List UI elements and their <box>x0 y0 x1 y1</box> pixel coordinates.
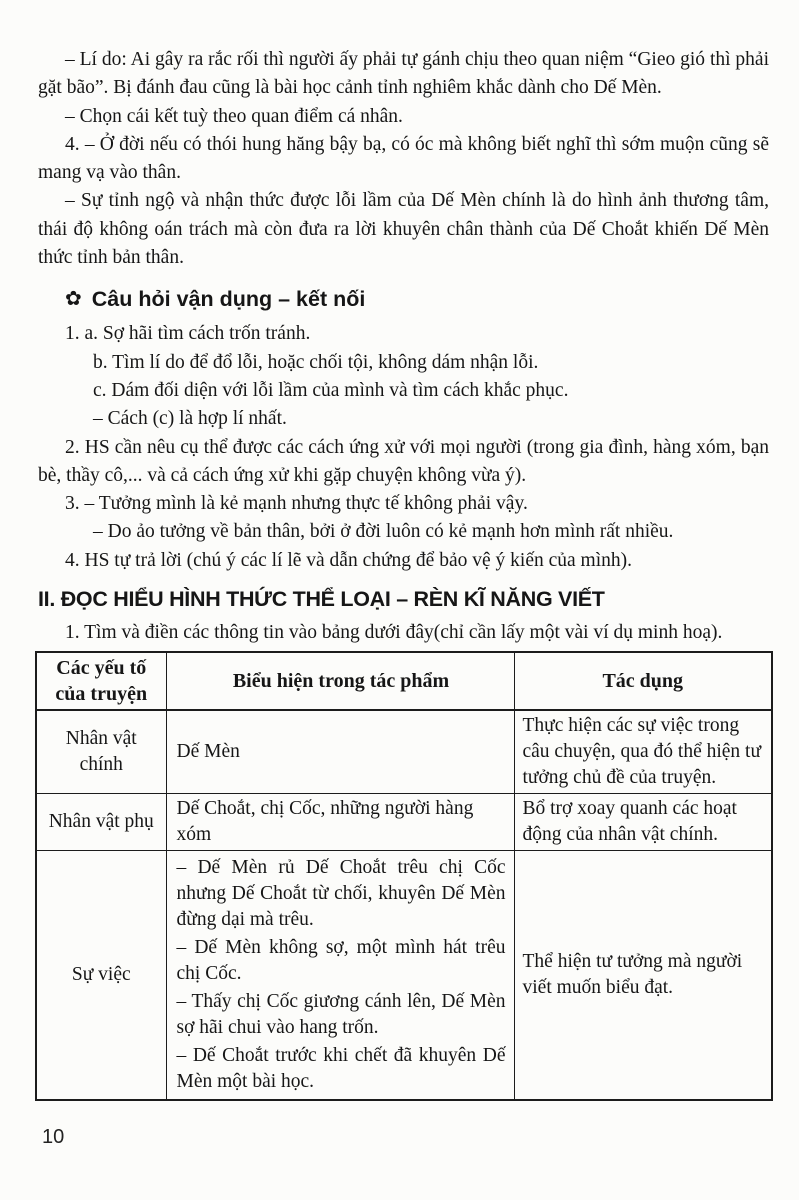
list-item: 1. a. Sợ hãi tìm cách trốn tránh. <box>65 323 311 345</box>
list-item: – Cách (c) là hợp lí nhất. <box>93 408 287 430</box>
apply-connect-heading <box>65 285 769 313</box>
page-number: 10 <box>42 1126 65 1148</box>
list-item: c. Dám đối diện với lỗi lầm của mình và tìm cách khắc phục. <box>93 379 569 401</box>
table-header-row <box>36 652 772 710</box>
story-elements-table <box>35 651 773 1101</box>
answer-paragraph: – Chọn cái kết tuỳ theo quan điểm cá nhân. <box>65 105 403 127</box>
answer-paragraph: – Sự tỉnh ngộ và nhận thức được lỗi lầm của Dế Mèn chính là do hình ảnh thương tâm, thái độ không oán trách mà còn đưa ra lời khuyên chân thành của Dế Choắt khiến Dế Mèn thức tỉnh bản thân. <box>38 190 769 269</box>
event-item: – Dế Mèn không sợ, một mình hát trêu chị Cốc. <box>176 937 506 985</box>
list-item: 4. HS tự trả lời (chú ý các lí lẽ và dẫn chứng để bảo vệ ý kiến của mình). <box>65 549 632 571</box>
event-item: – Dế Mèn rủ Dế Choắt trêu chị Cốc nhưng Dế Choắt từ chối, khuyên Dế Mèn đừng dại mà trêu. <box>176 857 506 931</box>
table-row-side-characters <box>36 794 772 851</box>
cell-effect: Thực hiện các sự việc trong câu chuyện, qua đó thể hiện tư tưởng chủ đề của truyện. <box>514 710 772 794</box>
table-row-main-character <box>36 710 772 794</box>
list-item: b. Tìm lí do để đổ lỗi, hoặc chối tội, không dám nhận lỗi. <box>93 351 539 373</box>
florette-icon: ✿ <box>65 288 82 311</box>
answer-paragraph: – Lí do: Ai gây ra rắc rối thì người ấy phải tự gánh chịu theo quan niệm “Gieo gió thì phải gặt bão”. Bị đánh đau cũng là bài học cảnh tỉnh nghiêm khắc dành cho Dế Mèn. <box>38 49 769 99</box>
event-item: – Thấy chị Cốc giương cánh lên, Dế Mèn sợ hãi chui vào hang trốn. <box>176 991 506 1039</box>
apply-connect-heading-label: Câu hỏi vận dụng – kết nối <box>91 287 366 312</box>
cell-expression: Dế Mèn <box>166 710 514 794</box>
answer-paragraph: 4. – Ở đời nếu có thói hung hăng bậy bạ, có óc mà không biết nghĩ thì sớm muộn cũng sẽ mang vạ vào thân. <box>38 133 769 184</box>
list-item: – Do ảo tưởng về bản thân, bởi ở đời luôn có kẻ mạnh hơn mình rất nhiều. <box>93 521 674 543</box>
table-intro-paragraph: 1. Tìm và điền các thông tin vào bảng dưới đây(chỉ cần lấy một vài ví dụ minh hoạ). <box>65 622 723 644</box>
table-header <box>36 652 772 710</box>
cell-element: Sự việc <box>36 851 166 1101</box>
cell-effect: Thể hiện tư tưởng mà người viết muốn biểu đạt. <box>514 851 772 1101</box>
list-item: 3. – Tưởng mình là kẻ mạnh nhưng thực tế không phải vậy. <box>65 493 528 515</box>
header-cell-elements: Các yếu tố của truyện <box>36 652 166 710</box>
table-row-events <box>36 851 772 1101</box>
cell-expression: Dế Choắt, chị Cốc, những người hàng xóm <box>166 794 514 851</box>
table-body <box>36 710 772 1100</box>
cell-expression-events <box>166 851 514 1101</box>
header-cell-effect: Tác dụng <box>514 652 772 710</box>
cell-element: Nhân vật chính <box>36 710 166 794</box>
cell-element: Nhân vật phụ <box>36 794 166 851</box>
header-cell-expression: Biểu hiện trong tác phẩm <box>166 652 514 710</box>
cell-effect: Bổ trợ xoay quanh các hoạt động của nhân vật chính. <box>514 794 772 851</box>
list-item: 2. HS cần nêu cụ thể được các cách ứng xử với mọi người (trong gia đình, hàng xóm, bạn bè, thầy cô,... và cả cách ứng xử khi gặp chuyện không vừa ý). <box>38 436 769 486</box>
section-heading-reading-genre: II. ĐỌC HIỂU HÌNH THỨC THỂ LOẠI – RÈN KĨ NĂNG VIẾT <box>38 587 605 612</box>
event-item: – Dế Choắt trước khi chết đã khuyên Dế Mèn một bài học. <box>176 1045 506 1093</box>
